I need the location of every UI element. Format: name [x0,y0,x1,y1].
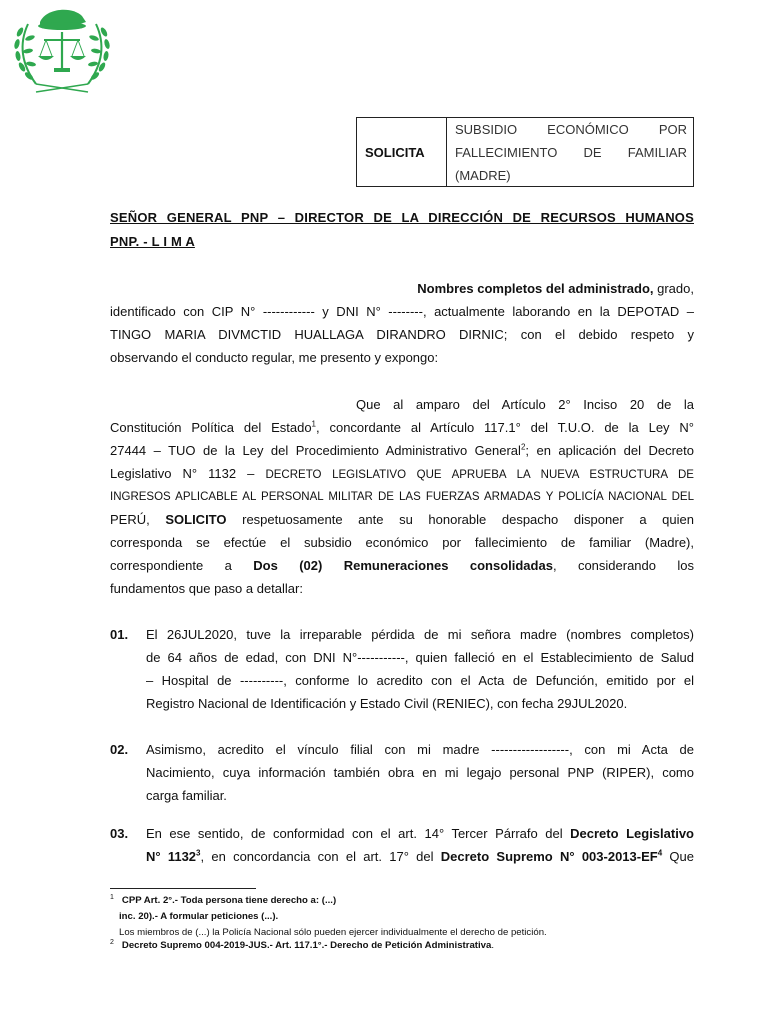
item-03-dl-number: N° 1132 [146,849,197,864]
item-02-line-1: Asimismo, acredito el vínculo filial con mi madre ------------------, con mi Acta de [146,742,694,757]
footnote-ref-3: 3 [196,848,201,858]
body-line-5: INGRESOS APLICABLE AL PERSONAL MILITAR DE LAS FUERZAS ARMADAS Y POLICÍA NACIONAL DEL [110,491,694,503]
body-constitution: Constitución Política del Estado [110,420,312,435]
footnote-ref-2: 2 [520,442,526,452]
footnote-2-text: Decreto Supremo 004-2019-JUS.- Art. 117.1°.- Derecho de Petición Administrativa [121,940,492,951]
footnote-1-line-2: inc. 20).- A formular peticiones (...). [119,911,279,922]
footnote-2-period: . [491,940,494,951]
item-03-line-2 [146,849,694,865]
footnote-1-mark: 1 [110,893,114,901]
body-peru: PERÚ, [110,512,166,527]
footnote-2 [110,940,494,952]
footnote-1-line-3: Los miembros de (...) la Policía Nacional sólo pueden ejercer individualmente el derecho de petición. [119,927,547,938]
body-line-6 [110,512,694,528]
body-line-8 [110,558,694,574]
subject-line-3: (MADRE) [455,168,511,183]
item-01-line-2: de 64 años de edad, con DNI N°-----------, quien falleció en el Establecimiento de Salud [146,650,694,665]
body-line-4 [110,466,694,483]
pnp-emblem-icon [6,4,112,94]
item-01-line-4: Registro Nacional de Identificación y Estado Civil (RENIEC), con fecha 29JUL2020. [146,696,628,711]
body-line-6-rest: respetuosamente ante su honorable despacho disponer a quien [226,512,694,527]
body-line-2-rest: , concordante al Artículo 117.1° del T.U.O. de la Ley N° [316,420,694,435]
body-line-3-rest: ; en aplicación del Decreto [525,443,695,458]
body-dl-title: DECRETO LEGISLATIVO QUE APRUEBA LA NUEVA ESTRUCTURA DE [265,469,694,481]
subject-line-2: FALLECIMIENTO DE FAMILIAR [455,145,687,160]
footnote-1-line-1 [110,895,336,907]
intro-grade: grado, [653,281,694,296]
item-02-line-2: Nacimiento, cuya información también obra en mi legajo personal PNP (RIPER), como [146,765,694,780]
item-03-line-1 [146,826,694,842]
subject-line-1: SUBSIDIO ECONÓMICO POR [455,122,687,137]
body-correspondiente: correspondiente a [110,558,254,573]
footnote-ref-4: 4 [657,848,663,858]
intro-line-4: observando el conducto regular, me presento y expongo: [110,350,439,365]
body-line-1: Que al amparo del Artículo 2° Inciso 20 de la [356,397,694,412]
item-03-text-a: En ese sentido, de conformidad con el art. 14° Tercer Párrafo del [146,826,571,841]
subject-label: SOLICITA [357,118,447,186]
intro-name: Nombres completos del administrado, [417,281,654,296]
item-03-number: 03. [110,826,129,841]
body-solicito: SOLICITO [165,512,227,527]
footnote-ref-1: 1 [311,419,316,429]
body-ley-27444: 27444 – TUO de la Ley del Procedimiento Administrativo General [110,443,521,458]
item-03-text-c: Que [662,849,694,864]
item-02-number: 02. [110,742,129,757]
footnote-2-mark: 2 [110,938,114,946]
item-01-line-1: El 26JUL2020, tuve la irreparable pérdida de mi señora madre (nombres completos) [146,627,694,642]
body-line-2 [110,420,694,436]
intro-line-1 [356,281,694,297]
intro-line-3: TINGO MARIA DIVMCTID HUALLAGA DIRANDRO DIRNIC; con el debido respeto y [110,327,694,342]
item-01-number: 01. [110,627,129,642]
subject-box [356,117,694,187]
subject-text [447,118,693,186]
item-03-ds-ref: Decreto Supremo N° 003-2013-EF [440,849,658,864]
item-02-line-3: carga familiar. [146,788,227,803]
body-line-8-rest: , considerando los [552,558,695,573]
item-01-line-3: – Hospital de ----------, conforme lo acredito con el Acta de Defunción, emitido por el [146,673,694,688]
body-line-9: fundamentos que paso a detallar: [110,581,303,596]
body-dl-1132: Legislativo N° 1132 – [110,466,266,481]
intro-line-2: identificado con CIP N° ------------ y DNI N° --------, actualmente laborando en la DEPOTAD – [110,304,694,319]
addressee [110,206,694,254]
addressee-line-1: SEÑOR GENERAL PNP – DIRECTOR DE LA DIRECCIÓN DE RECURSOS HUMANOS [110,210,694,225]
body-remuneraciones: Dos (02) Remuneraciones consolidadas [253,558,553,573]
footnote-1-text-a: CPP Art. 2°.- Toda persona tiene derecho a: (...) [121,895,337,906]
body-line-7: corresponda se efectúe el subsidio económico por fallecimiento de familiar (Madre), [110,535,694,550]
footnote-separator [110,888,256,889]
item-03-dl-ref: Decreto Legislativo [570,826,694,841]
item-03-text-b: , en concordancia con el art. 17° del [200,849,441,864]
body-line-3 [110,443,694,459]
addressee-line-2: PNP. - L I M A [110,234,195,249]
